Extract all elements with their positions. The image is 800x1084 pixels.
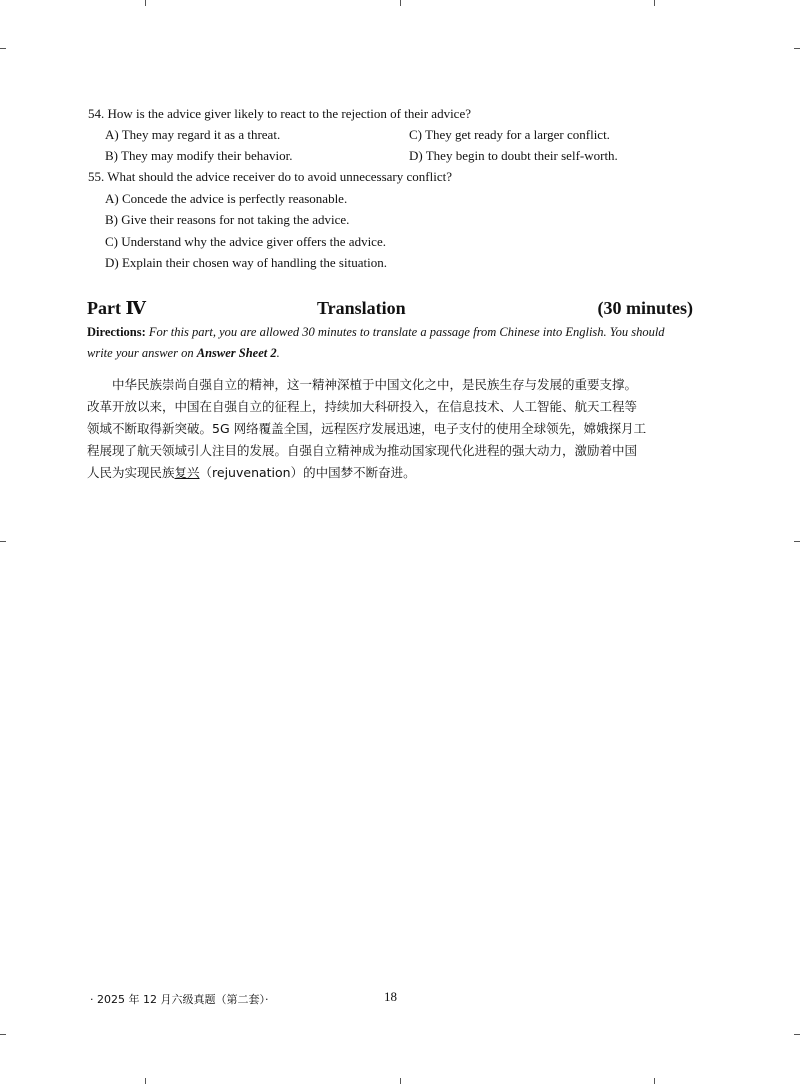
crop-mark xyxy=(0,1034,6,1035)
crop-mark xyxy=(794,541,800,542)
passage-text: 人民为实现民族 xyxy=(87,465,175,480)
question-55-option-b: B) Give their reasons for not taking the advice. xyxy=(105,212,350,227)
footer-source: · 2025 年 12 月六级真题（第二套）· xyxy=(90,993,269,1006)
question-54-stem: 54. How is the advice giver likely to react to the rejection of their advice? xyxy=(88,106,471,121)
crop-mark xyxy=(145,0,146,6)
part-label: Part Ⅳ xyxy=(87,298,146,318)
crop-mark xyxy=(794,1034,800,1035)
directions-end: . xyxy=(276,346,280,360)
crop-mark xyxy=(654,1078,655,1084)
directions-body: For this part, you are allowed 30 minutes to translate a passage from Chinese into English. You should write your answer on xyxy=(87,325,665,360)
crop-mark xyxy=(654,0,655,6)
crop-mark xyxy=(0,541,6,542)
part-heading xyxy=(87,298,693,322)
passage-line: 中华民族崇尚自强自立的精神，这一精神深植于中国文化之中，是民族生存与发展的重要支撑。 xyxy=(112,377,638,392)
crop-mark xyxy=(145,1078,146,1084)
passage-underlined-term: 复兴 xyxy=(174,465,200,480)
passage-text: 的中国梦不断奋进。 xyxy=(303,465,416,480)
crop-mark xyxy=(0,48,6,49)
question-54-option-c: C) They get ready for a larger conflict. xyxy=(409,127,610,142)
passage-line xyxy=(87,462,693,484)
question-54-option-b: B) They may modify their behavior. xyxy=(105,148,293,163)
question-55-option-d: D) Explain their chosen way of handling the situation. xyxy=(105,255,387,270)
passage-gloss: （rejuvenation） xyxy=(199,465,304,480)
crop-mark xyxy=(400,1078,401,1084)
question-54-option-a: A) They may regard it as a threat. xyxy=(105,127,281,142)
directions xyxy=(87,322,693,364)
passage-line: 改革开放以来，中国在自强自立的征程上，持续加大科研投入，在信息技术、人工智能、航天工程等 xyxy=(87,399,638,414)
passage-line: 程展现了航天领域引人注目的发展。自强自立精神成为推动国家现代化进程的强大动力，激励着中国 xyxy=(87,443,638,458)
part-title: Translation xyxy=(317,298,406,318)
directions-answer-sheet: Answer Sheet 2 xyxy=(196,346,277,360)
part-time-limit: (30 minutes) xyxy=(597,298,693,318)
page-number: 18 xyxy=(384,989,397,1004)
question-55-option-a: A) Concede the advice is perfectly reasonable. xyxy=(105,191,348,206)
crop-mark xyxy=(400,0,401,6)
question-55-option-c: C) Understand why the advice giver offers the advice. xyxy=(105,234,386,249)
passage-line: 领域不断取得新突破。5G 网络覆盖全国，远程医疗发展迅速，电子支付的使用全球领先，嫦娥探月工 xyxy=(87,421,647,436)
crop-mark xyxy=(794,48,800,49)
translation-passage xyxy=(87,374,693,484)
question-55-stem: 55. What should the advice receiver do to avoid unnecessary conflict? xyxy=(88,169,452,184)
question-54-option-d: D) They begin to doubt their self-worth. xyxy=(409,148,618,163)
directions-lead: Directions: xyxy=(87,325,146,339)
